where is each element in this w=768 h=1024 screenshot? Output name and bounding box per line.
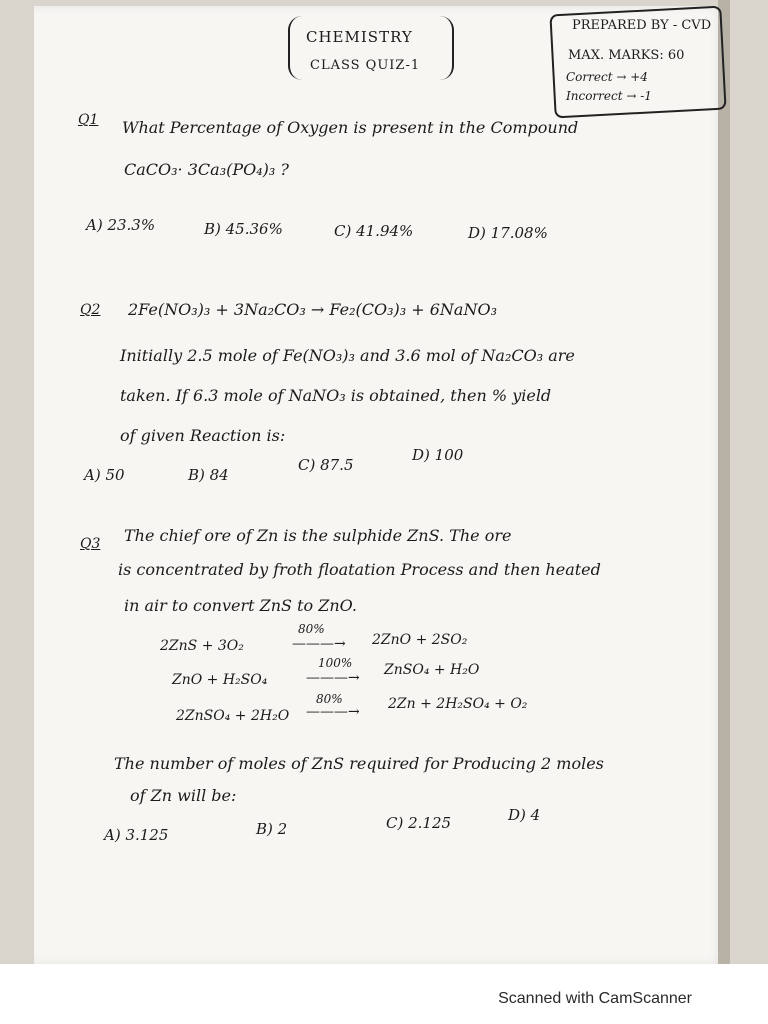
q3-reaction-1-reactants: 2ZnS + 3O₂ <box>160 638 244 654</box>
q1-option-b: B) 45.36% <box>204 220 283 238</box>
q3-option-a: A) 3.125 <box>104 826 169 844</box>
q3-reaction-2-reactants: ZnO + H₂SO₄ <box>172 672 268 688</box>
q1-option-c: C) 41.94% <box>334 222 414 240</box>
q3-line-1: The chief ore of Zn is the sulphide ZnS. The ore <box>124 526 512 545</box>
prepared-by: PREPARED BY - CVD <box>572 18 712 33</box>
q3-reaction-3-yield: 80% <box>316 692 343 706</box>
q2-equation: 2Fe(NO₃)₃ + 3Na₂CO₃ → Fe₂(CO₃)₃ + 6NaNO₃ <box>128 300 497 319</box>
q3-line-2: is concentrated by froth floatation Process and then heated <box>118 560 601 579</box>
incorrect-marking: Incorrect → -1 <box>566 89 652 103</box>
q3-reaction-2-products: ZnSO₄ + H₂O <box>384 662 480 678</box>
q1-option-d: D) 17.08% <box>468 224 548 242</box>
q2-option-c: C) 87.5 <box>298 456 354 474</box>
q3-reaction-3-reactants: 2ZnSO₄ + 2H₂O <box>176 708 290 724</box>
paper-sheet <box>34 6 724 964</box>
q2-number: Q2 <box>80 302 101 318</box>
q2-option-b: B) 84 <box>188 466 229 484</box>
binder-edge <box>718 0 730 964</box>
quiz-title: CHEMISTRY <box>306 28 413 46</box>
q3-option-b: B) 2 <box>256 820 288 838</box>
q1-number: Q1 <box>78 112 99 128</box>
q3-line-4: The number of moles of ZnS required for Producing 2 moles <box>114 754 604 773</box>
q3-reaction-3-arrow: ———→ <box>306 704 360 720</box>
q2-line-1: Initially 2.5 mole of Fe(NO₃)₃ and 3.6 mol of Na₂CO₃ are <box>120 346 575 365</box>
q3-reaction-2-yield: 100% <box>318 656 353 670</box>
q3-line-5: of Zn will be: <box>130 786 237 805</box>
q1-option-a: A) 23.3% <box>86 216 156 234</box>
max-marks: MAX. MARKS: 60 <box>568 48 685 63</box>
q3-reaction-2-arrow: ———→ <box>306 670 360 686</box>
q2-line-2: taken. If 6.3 mole of NaNO₃ is obtained, then % yield <box>120 386 552 405</box>
q1-compound: CaCO₃· 3Ca₃(PO₄)₃ ? <box>124 160 289 179</box>
q3-line-3: in air to convert ZnS to ZnO. <box>124 596 357 615</box>
q3-option-d: D) 4 <box>508 806 541 824</box>
q2-option-d: D) 100 <box>412 446 464 464</box>
q3-option-c: C) 2.125 <box>386 814 452 832</box>
quiz-subtitle: CLASS QUIZ-1 <box>310 58 421 73</box>
q3-reaction-1-yield: 80% <box>298 622 325 636</box>
q3-number: Q3 <box>80 536 101 552</box>
q2-line-3: of given Reaction is: <box>120 426 286 445</box>
q1-line-1: What Percentage of Oxygen is present in the Compound <box>122 118 579 137</box>
correct-marking: Correct → +4 <box>566 70 648 84</box>
q2-option-a: A) 50 <box>84 466 125 484</box>
q3-reaction-1-arrow: ———→ <box>292 636 346 652</box>
q3-reaction-3-products: 2Zn + 2H₂SO₄ + O₂ <box>388 696 528 712</box>
camscanner-watermark: Scanned with CamScanner <box>498 990 692 1007</box>
q3-reaction-1-products: 2ZnO + 2SO₂ <box>372 632 468 648</box>
